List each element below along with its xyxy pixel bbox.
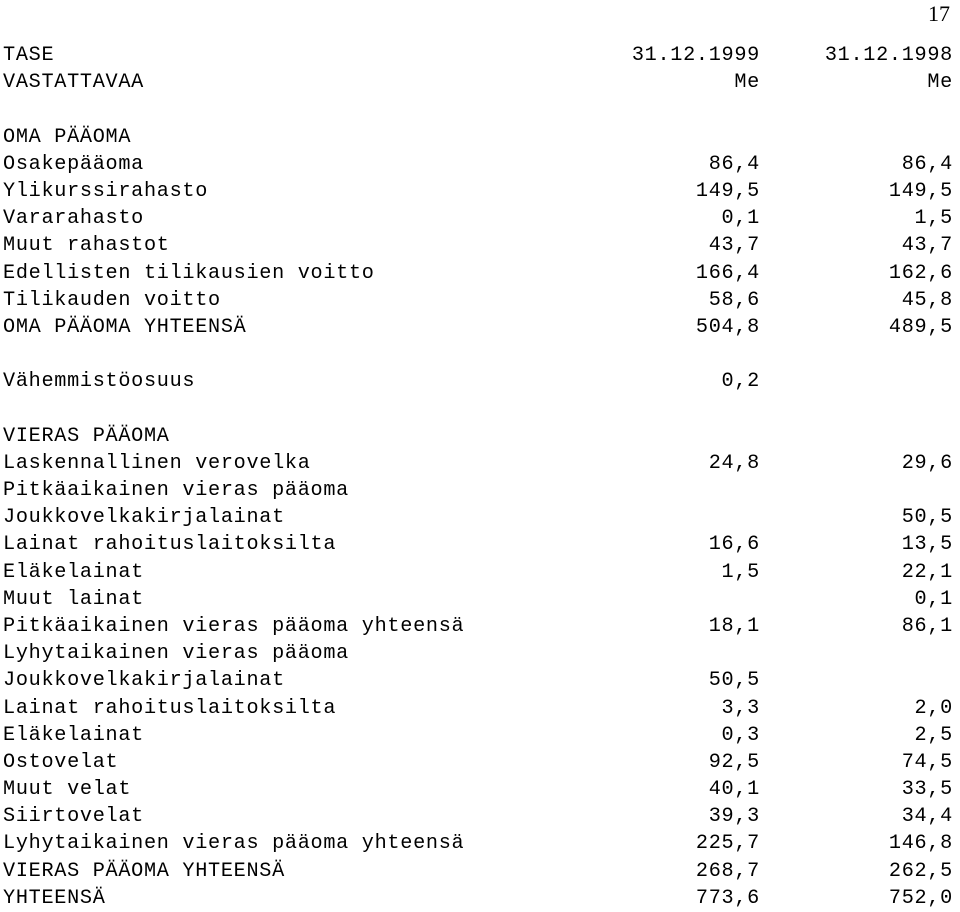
value-1998: 33,5 <box>901 778 953 802</box>
table-row <box>3 450 953 477</box>
value-1998: 86,4 <box>901 152 953 176</box>
statement-rows <box>3 96 953 912</box>
table-row <box>3 314 953 341</box>
value-1999: 39,3 <box>708 805 760 829</box>
table-row <box>3 341 953 368</box>
value-1999: 225,7 <box>695 832 760 856</box>
table-row <box>3 260 953 287</box>
value-1998: 752,0 <box>888 886 953 910</box>
value-1999: 50,5 <box>708 669 760 693</box>
row-label: Lyhytaikainen vieras pääoma <box>3 642 349 666</box>
row-label: Laskennallinen verovelka <box>3 451 311 475</box>
table-row <box>3 776 953 803</box>
table-row <box>3 667 953 694</box>
statement-title: TASE <box>3 44 55 67</box>
value-1999: 3,3 <box>721 696 760 720</box>
table-row <box>3 287 953 314</box>
header-row-subtitle <box>3 69 953 96</box>
value-1999: 166,4 <box>695 261 760 285</box>
table-row <box>3 205 953 232</box>
value-1999: 1,5 <box>721 560 760 584</box>
value-1999: 268,7 <box>695 859 760 883</box>
row-label: Ostovelat <box>3 750 119 774</box>
value-1999: 773,6 <box>695 886 760 910</box>
table-row <box>3 178 953 205</box>
value-1998: 50,5 <box>901 506 953 530</box>
value-1999: 92,5 <box>708 750 760 774</box>
row-label: Eläkelainat <box>3 560 144 584</box>
column-header-1998: 31.12.1998 <box>824 44 953 67</box>
table-row <box>3 124 953 151</box>
table-row <box>3 803 953 830</box>
row-label: Ylikurssirahasto <box>3 179 209 203</box>
value-1998: 43,7 <box>901 234 953 258</box>
table-row <box>3 395 953 422</box>
row-label: YHTEENSÄ <box>3 886 106 910</box>
value-1998: 0,1 <box>914 587 953 611</box>
row-label: OMA PÄÄOMA <box>3 125 132 149</box>
row-label: OMA PÄÄOMA YHTEENSÄ <box>3 315 247 339</box>
value-1998: 1,5 <box>914 207 953 231</box>
table-row <box>3 504 953 531</box>
table-row <box>3 477 953 504</box>
row-label: Pitkäaikainen vieras pääoma yhteensä <box>3 614 465 638</box>
table-row <box>3 858 953 885</box>
value-1999: 86,4 <box>708 152 760 176</box>
value-1998: 74,5 <box>901 750 953 774</box>
value-1998: 45,8 <box>901 288 953 312</box>
column-unit-1999: Me <box>734 71 760 95</box>
row-label: Edellisten tilikausien voitto <box>3 261 375 285</box>
value-1998: 13,5 <box>901 533 953 557</box>
row-label: Muut lainat <box>3 587 144 611</box>
row-label: VIERAS PÄÄOMA YHTEENSÄ <box>3 859 285 883</box>
value-1999: 0,3 <box>721 723 760 747</box>
value-1998: 162,6 <box>888 261 953 285</box>
row-label: VIERAS PÄÄOMA <box>3 424 170 448</box>
column-header-1999: 31.12.1999 <box>631 44 760 67</box>
row-label: Lainat rahoituslaitoksilta <box>3 533 337 557</box>
value-1999: 24,8 <box>708 451 760 475</box>
row-label: Siirtovelat <box>3 805 144 829</box>
header-row-title <box>3 42 953 69</box>
row-label: Vararahasto <box>3 207 144 231</box>
value-1999: 43,7 <box>708 234 760 258</box>
value-1999: 40,1 <box>708 778 760 802</box>
value-1999: 504,8 <box>695 315 760 339</box>
row-label: Joukkovelkakirjalainat <box>3 506 285 530</box>
table-row <box>3 586 953 613</box>
table-row <box>3 151 953 178</box>
value-1998: 2,0 <box>914 696 953 720</box>
value-1999: 149,5 <box>695 179 760 203</box>
row-label: Muut velat <box>3 778 132 802</box>
value-1998: 34,4 <box>901 805 953 829</box>
table-row <box>3 531 953 558</box>
table-row <box>3 640 953 667</box>
table-row <box>3 232 953 259</box>
table-row <box>3 613 953 640</box>
value-1998: 146,8 <box>888 832 953 856</box>
table-row <box>3 559 953 586</box>
row-label: Eläkelainat <box>3 723 144 747</box>
value-1999: 0,1 <box>721 207 760 231</box>
table-row <box>3 749 953 776</box>
value-1998: 262,5 <box>888 859 953 883</box>
table-row <box>3 368 953 395</box>
value-1998: 22,1 <box>901 560 953 584</box>
row-label: Vähemmistöosuus <box>3 370 196 394</box>
table-row <box>3 830 953 857</box>
value-1998: 2,5 <box>914 723 953 747</box>
value-1999: 18,1 <box>708 614 760 638</box>
row-label: Joukkovelkakirjalainat <box>3 669 285 693</box>
value-1998: 489,5 <box>888 315 953 339</box>
table-row <box>3 722 953 749</box>
row-label: Tilikauden voitto <box>3 288 221 312</box>
row-label: Lyhytaikainen vieras pääoma yhteensä <box>3 832 465 856</box>
statement-subtitle: VASTATTAVAA <box>3 71 144 95</box>
value-1999: 58,6 <box>708 288 760 312</box>
value-1999: 0,2 <box>721 370 760 394</box>
page-number: 17 <box>928 1 950 26</box>
row-label: Muut rahastot <box>3 234 170 258</box>
table-row <box>3 423 953 450</box>
value-1998: 86,1 <box>901 614 953 638</box>
table-row <box>3 695 953 722</box>
row-label: Osakepääoma <box>3 152 144 176</box>
row-label: Lainat rahoituslaitoksilta <box>3 696 337 720</box>
table-row <box>3 96 953 123</box>
value-1999: 16,6 <box>708 533 760 557</box>
balance-sheet <box>3 42 953 912</box>
column-unit-1998: Me <box>927 71 953 95</box>
table-row <box>3 885 953 912</box>
row-label: Pitkäaikainen vieras pääoma <box>3 479 349 502</box>
value-1998: 149,5 <box>888 179 953 203</box>
value-1998: 29,6 <box>901 451 953 475</box>
